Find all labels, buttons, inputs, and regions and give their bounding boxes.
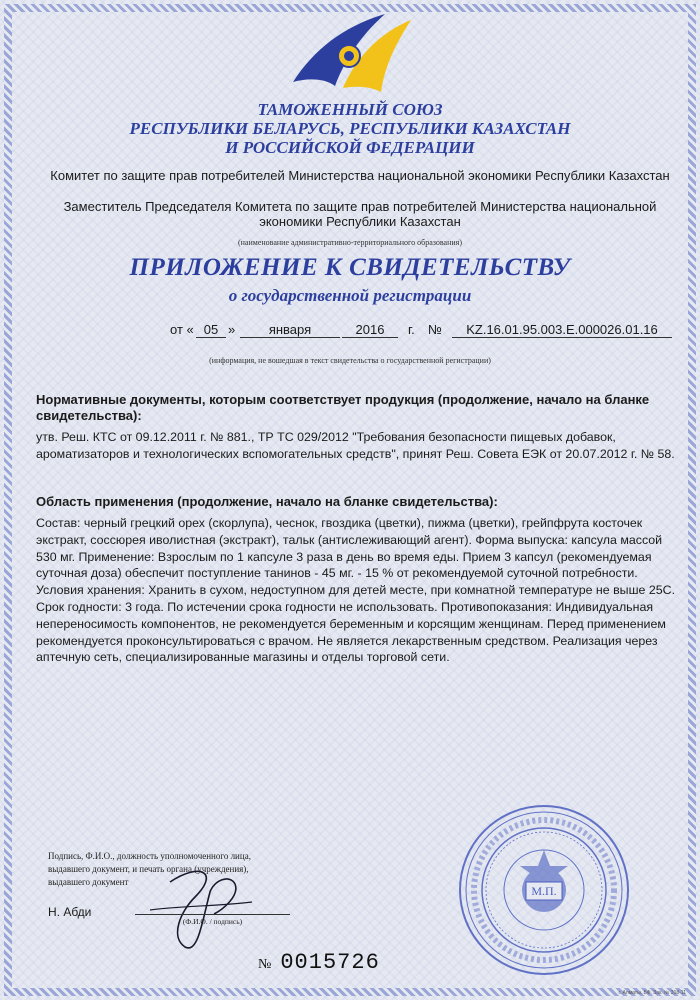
signature-instruction-line-2: выдавшего документ, и печать органа (учреждения), bbox=[48, 864, 249, 874]
date-year-suffix: г. bbox=[408, 322, 415, 337]
document-title: ПРИЛОЖЕНИЕ К СВИДЕТЕЛЬСТВУ bbox=[129, 254, 571, 281]
union-title-line-1: ТАМОЖЕННЫЙ СОЮЗ bbox=[257, 100, 443, 119]
serial-value: 0015726 bbox=[280, 950, 380, 975]
signature-caption: (Ф.И.О. / подпись) bbox=[182, 917, 243, 926]
signature-instruction-line-3: выдавшего документ bbox=[48, 877, 129, 887]
signature-line bbox=[135, 914, 290, 915]
scope-text: Состав: черный грецкий орех (скорлупа), чеснок, гвоздика (цветки), пижма (цветки), грейпфрута косточек экстракт, соссюрея иволистная (экстракт), тальк (антислеживающий агент). Форма выпуска: капсула массой 530 мг. Применение: Взрослым по 1 капсуле 3 раза в день во время еды. Прием 3 капсул (рекомендуемая суточная доза) обеспечит поступление танинов - 45 мг. - 15 % от рекомендуемой суточной потребности. Условия хранения: Хранить в сухом, недоступном для детей месте, при комнатной температуре не выше 25С. Срок годности: 3 года. По истечении срока годности не использовать. Противопоказания: Индивидуальная непереносимость компонентов, не рекомендуется беременным и корсящим женщинам. Перед применением рекомендуется проконсультироваться с врачом. Не является лекарственным средством. Реализация через аптечную сеть, специализированные магазины и отделы торговой сети. bbox=[36, 516, 676, 665]
signature-instruction-line-1: Подпись, Ф.И.О., должность уполномоченного лица, bbox=[48, 851, 251, 861]
date-day: 05 bbox=[196, 322, 226, 338]
admin-unit-note: (наименование административно-территориального образования) bbox=[237, 238, 462, 247]
date-close-quote: » bbox=[228, 322, 236, 337]
stamp-center-text: М.П. bbox=[531, 884, 557, 898]
date-from-label: от « bbox=[170, 322, 194, 337]
handwritten-signature bbox=[140, 862, 260, 952]
customs-union-logo bbox=[285, 8, 415, 100]
official-stamp bbox=[444, 800, 644, 980]
document-subtitle: о государственной регистрации bbox=[228, 286, 472, 305]
scope-heading: Область применения (продолжение, начало на бланке свидетельства): bbox=[36, 494, 498, 509]
printer-note: г. Алматы. БФ. Зак. № 318-11 bbox=[618, 990, 686, 996]
union-title-line-2: РЕСПУБЛИКИ БЕЛАРУСЬ, РЕСПУБЛИКИ КАЗАХСТАН bbox=[129, 119, 571, 138]
date-year: 2016 bbox=[342, 322, 398, 338]
union-title-line-3: И РОССИЙСКОЙ ФЕДЕРАЦИИ bbox=[225, 138, 475, 157]
serial-number bbox=[258, 950, 380, 975]
signatory-position: Заместитель Председателя Комитета по защите прав потребителей Министерства национальной экономики Республики Казахстан bbox=[63, 199, 657, 229]
date-number-line bbox=[170, 322, 680, 342]
registration-number: KZ.16.01.95.003.E.000026.01.16 bbox=[452, 322, 672, 338]
serial-label: № bbox=[258, 957, 273, 972]
info-note: (информация, не вошедшая в текст свидетельства о государственной регистрации) bbox=[209, 356, 491, 365]
date-month: января bbox=[240, 322, 340, 338]
committee-name: Комитет по защите прав потребителей Министерства национальной экономики Республики Казахстан bbox=[50, 168, 670, 183]
signer-name: Н. Абди bbox=[48, 905, 92, 919]
normative-text: утв. Реш. КТС от 09.12.2011 г. № 881., ТР ТС 029/2012 "Требования безопасности пищевых добавок, ароматизаторов и технологических вспомогательных средств", принят Реш. Совета ЕЭК от 20.07.2012 г. № 58. bbox=[36, 430, 675, 461]
number-label: № bbox=[428, 322, 442, 337]
normative-heading: Нормативные документы, которым соответствует продукция (продолжение, начало на бланке свидетельства): bbox=[36, 392, 650, 423]
